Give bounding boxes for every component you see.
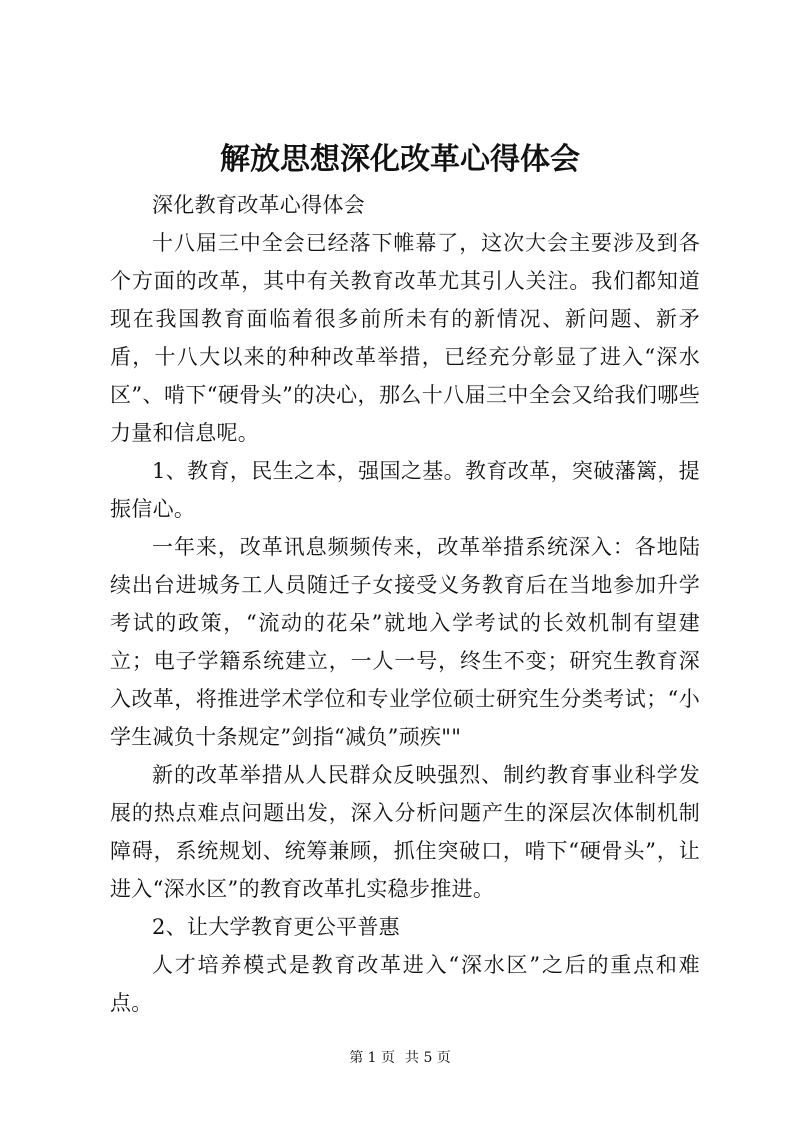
page-footer bbox=[0, 1048, 800, 1068]
page-total: 共 5 页 bbox=[405, 1050, 451, 1066]
paragraph: 2、让大学教育更公平普惠 bbox=[152, 915, 400, 939]
paragraph-subtitle: 深化教育改革心得体会 bbox=[152, 193, 365, 217]
paragraph: 1、教育，民生之本，强国之基。教育改革，突破藩篱，提振信心。 bbox=[110, 459, 700, 521]
paragraph: 人才培养模式是教育改革进入“深水区”之后的重点和难点。 bbox=[110, 953, 700, 1015]
page-number: 第 1 页 bbox=[349, 1050, 395, 1066]
document-body bbox=[110, 186, 700, 1022]
paragraph: 新的改革举措从人民群众反映强烈、制约教育事业科学发展的热点难点问题出发，深入分析问题产生的深层次体制机制障碍，系统规划、统筹兼顾，抓住突破口，啃下“硬骨头”，让进入“深水区”的教育改革扎实稳步推进。 bbox=[110, 763, 700, 901]
document-title: 解放思想深化改革心得体会 bbox=[220, 142, 580, 177]
paragraph: 十八届三中全会已经落下帷幕了，这次大会主要涉及到各个方面的改革，其中有关教育改革尤其引人关注。我们都知道现在我国教育面临着很多前所未有的新情况、新问题、新矛盾，十八大以来的种种改革举措，已经充分彰显了进入“深水区”、啃下“硬骨头”的决心，那么十八届三中全会又给我们哪些力量和信息呢。 bbox=[110, 231, 700, 445]
paragraph: 一年来，改革讯息频频传来，改革举措系统深入：各地陆续出台进城务工人员随迁子女接受义务教育后在当地参加升学考试的政策，“流动的花朵”就地入学考试的长效机制有望建立；电子学籍系统建立，一人一号，终生不变；研究生教育深入改革，将推进学术学位和专业学位硕士研究生分类考试；“小学生减负十条规定”剑指“减负”顽疾"" bbox=[110, 535, 700, 749]
